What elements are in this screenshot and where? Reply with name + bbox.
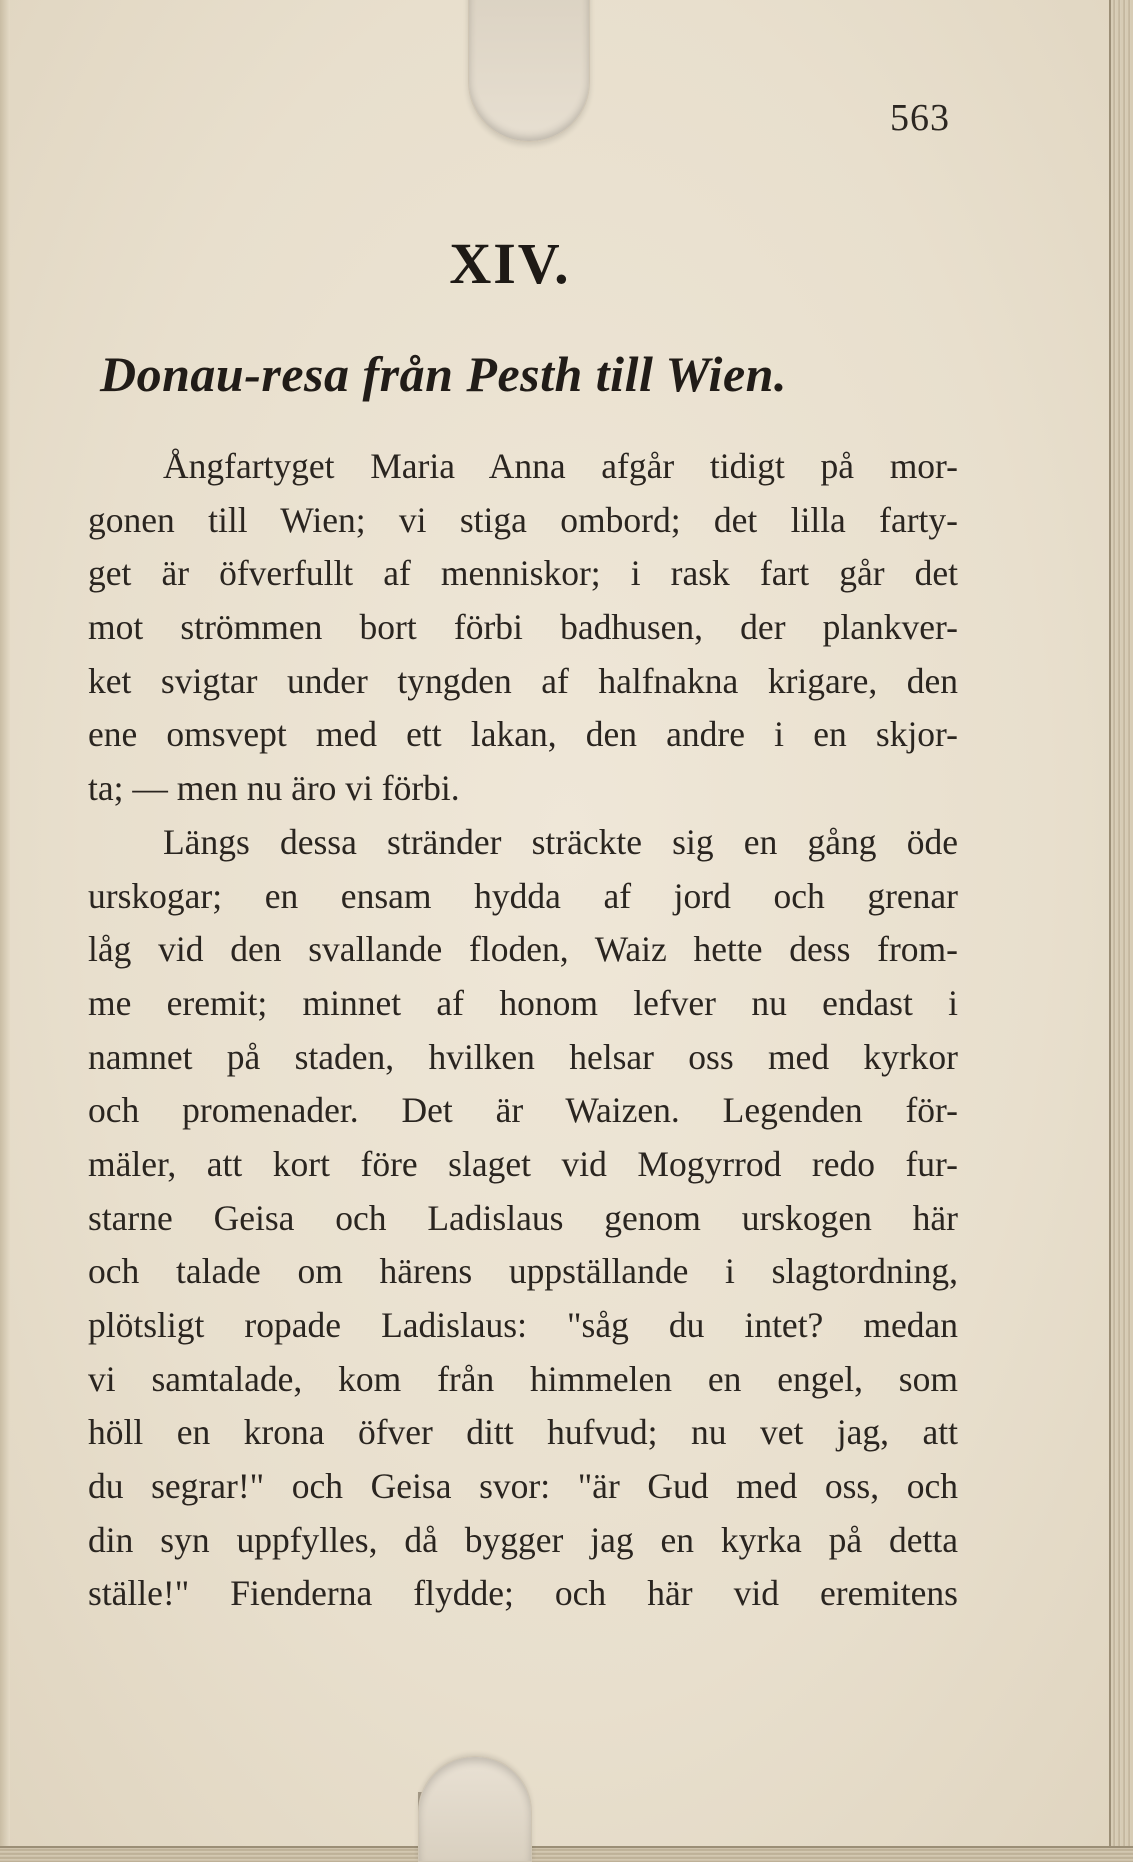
text-line: höll en krona öfver ditt hufvud; nu vet jag, att <box>88 1412 958 1453</box>
text-line: namnet på staden, hvilken helsar oss med kyrkor <box>88 1036 958 1077</box>
page-number: 563 <box>890 97 950 139</box>
text-line: vi samtalade, kom från himmelen en engel, som <box>88 1358 958 1399</box>
text-line: gonen till Wien; vi stiga ombord; det lilla farty- <box>88 499 958 540</box>
text-line: och promenader. Det är Waizen. Legenden för- <box>88 1090 958 1131</box>
text-line: din syn uppfylles, då bygger jag en kyrka på detta <box>88 1519 958 1560</box>
page-fore-edge <box>1109 0 1133 1862</box>
text-line: och talade om härens uppställande i slagtordning, <box>88 1251 958 1292</box>
paragraph-1 <box>88 440 958 816</box>
text-line: Ångfartyget Maria Anna afgår tidigt på mor- <box>163 446 958 486</box>
page-bottom-edge <box>0 1846 1133 1862</box>
text-line: mot strömmen bort förbi badhusen, der plankver- <box>88 607 958 648</box>
text-line: ene omsvept med ett lakan, den andre i en skjor- <box>88 714 958 755</box>
text-line: urskogar; en ensam hydda af jord och grenar <box>88 875 958 916</box>
chapter-title: Donau-resa från Pesth till Wien. <box>100 346 787 402</box>
archival-clip-top <box>468 0 590 142</box>
text-line: ket svigtar under tyngden af halfnakna krigare, den <box>88 660 958 701</box>
text-line: starne Geisa och Ladislaus genom urskogen här <box>88 1197 958 1238</box>
text-line: ställe!" Fienderna flydde; och här vid eremitens <box>88 1573 958 1614</box>
text-line: me eremit; minnet af honom lefver nu endast i <box>88 982 958 1023</box>
text-line: du segrar!" och Geisa svor: "är Gud med oss, och <box>88 1466 958 1507</box>
chapter-number: XIV. <box>449 231 571 296</box>
body-text <box>88 440 958 1621</box>
text-line: mäler, att kort före slaget vid Mogyrrod redo fur- <box>88 1143 958 1184</box>
text-line: plötsligt ropade Ladislaus: "såg du intet? medan <box>88 1305 958 1345</box>
text-line: ta; — men nu äro vi förbi. <box>88 768 460 809</box>
text-line: Längs dessa stränder sträckte sig en gång öde <box>163 821 958 862</box>
text-line: get är öfverfullt af menniskor; i rask fart går det <box>88 553 958 594</box>
text-line: låg vid den svallande floden, Waiz hette dess from- <box>88 929 958 970</box>
paragraph-2 <box>88 816 958 1621</box>
archival-clip-bottom <box>418 1756 532 1862</box>
